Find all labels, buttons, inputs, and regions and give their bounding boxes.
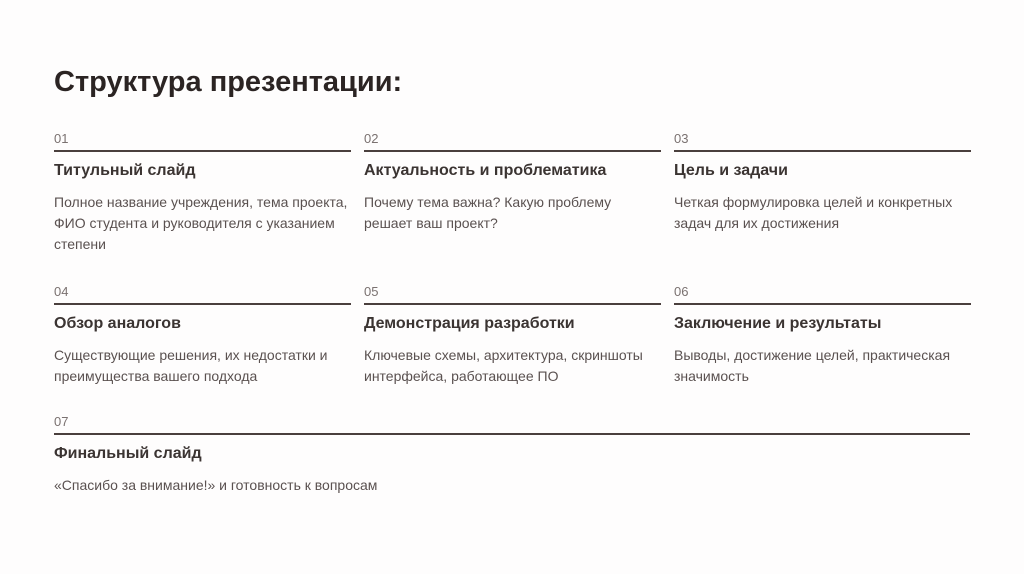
item-heading: Демонстрация разработки	[364, 315, 575, 332]
divider-line	[54, 150, 351, 152]
item-description: Выводы, достижение целей, практическая значимость	[674, 347, 951, 384]
item-number: 03	[674, 131, 689, 146]
item-description: Почему тема важна? Какую проблему решает ваш проект?	[364, 194, 612, 231]
item-number: 05	[364, 284, 379, 299]
item-heading: Заключение и результаты	[674, 315, 882, 332]
item-description: «Спасибо за внимание!» и готовность к вопросам	[54, 477, 378, 493]
divider-line	[364, 150, 661, 152]
item-description: Полное название учреждения, тема проекта, ФИО студента и руководителя с указанием степени	[54, 194, 348, 252]
item-heading: Финальный слайд	[54, 445, 202, 462]
item-description: Существующие решения, их недостатки и преимущества вашего подхода	[54, 347, 328, 384]
item-number: 06	[674, 284, 689, 299]
item-number: 01	[54, 131, 69, 146]
item-description: Ключевые схемы, архитектура, скриншоты интерфейса, работающее ПО	[364, 347, 643, 384]
divider-line	[674, 150, 971, 152]
divider-line	[364, 303, 661, 305]
item-heading: Титульный слайд	[54, 162, 196, 179]
divider-line	[674, 303, 971, 305]
item-heading: Актуальность и проблематика	[364, 162, 607, 179]
item-number: 04	[54, 284, 69, 299]
divider-line	[54, 433, 970, 435]
slide-title: Структура презентации:	[54, 66, 403, 98]
item-number: 07	[54, 414, 69, 429]
item-description: Четкая формулировка целей и конкретных задач для их достижения	[674, 194, 953, 231]
divider-line	[54, 303, 351, 305]
item-heading: Обзор аналогов	[54, 315, 181, 332]
item-number: 02	[364, 131, 379, 146]
item-heading: Цель и задачи	[674, 162, 788, 179]
